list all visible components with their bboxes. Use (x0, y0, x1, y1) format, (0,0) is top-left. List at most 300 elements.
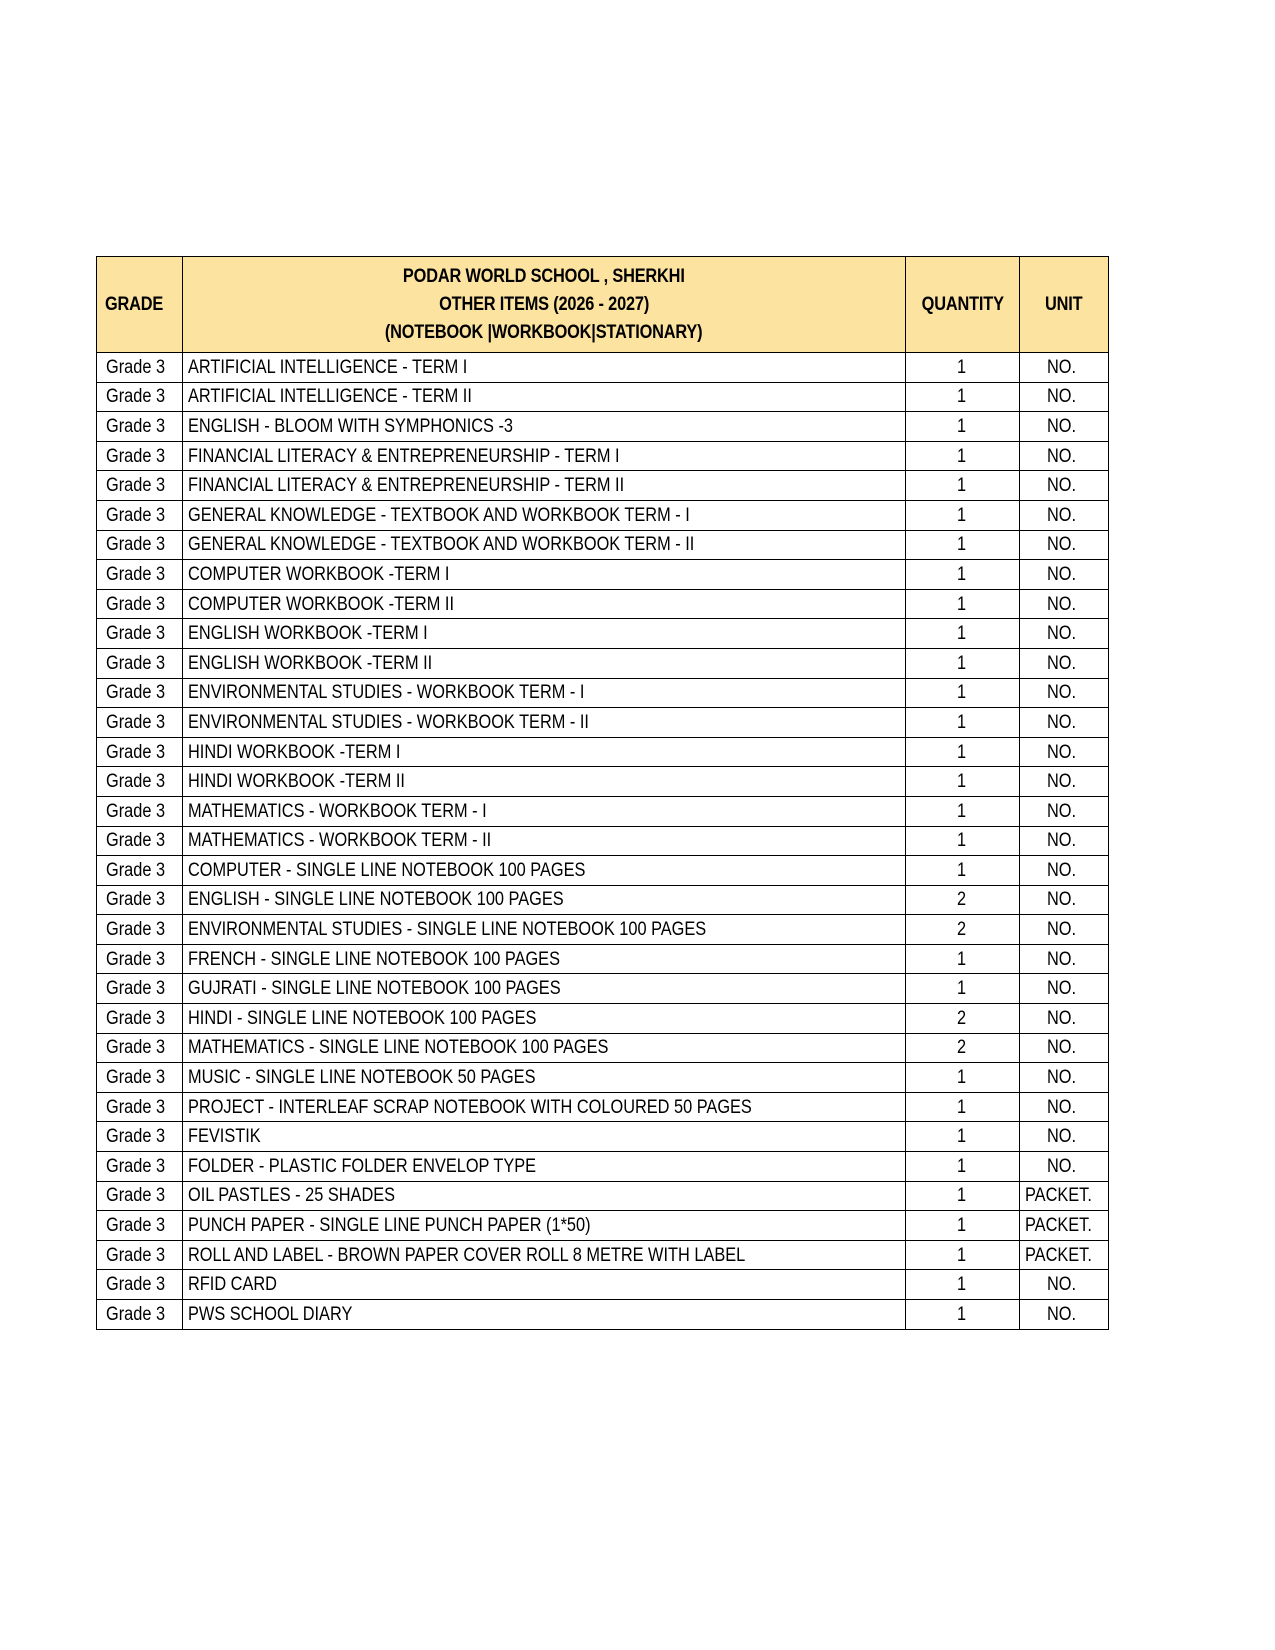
row-grade-cell (97, 500, 183, 530)
row-item-cell (183, 885, 906, 915)
row-quantity: 1 (957, 1185, 967, 1207)
row-quantity-cell (905, 589, 1019, 619)
row-unit: NO. (1047, 978, 1077, 1000)
row-quantity: 1 (957, 1067, 967, 1089)
row-unit-cell (1019, 1211, 1108, 1241)
row-grade: Grade 3 (106, 711, 166, 733)
row-grade-cell (97, 1211, 183, 1241)
row-quantity-cell (905, 1270, 1019, 1300)
row-grade-cell (97, 1063, 183, 1093)
row-unit-cell (1019, 974, 1108, 1004)
row-unit-cell (1019, 589, 1108, 619)
row-quantity: 2 (957, 889, 967, 911)
row-grade: Grade 3 (106, 1155, 166, 1177)
row-unit-cell (1019, 1033, 1108, 1063)
row-unit-cell (1019, 1063, 1108, 1093)
row-item-cell (183, 1033, 906, 1063)
row-quantity: 1 (957, 415, 967, 437)
table-row (97, 1033, 1109, 1063)
row-item-cell (183, 648, 906, 678)
row-grade: Grade 3 (106, 1244, 166, 1266)
row-item-cell (183, 530, 906, 560)
school-supply-table (96, 256, 1109, 1330)
row-unit: NO. (1047, 1096, 1077, 1118)
table-row (97, 737, 1109, 767)
row-grade-cell (97, 1300, 183, 1330)
row-grade: Grade 3 (106, 1037, 166, 1059)
row-item-cell (183, 1211, 906, 1241)
row-item-cell (183, 471, 906, 501)
row-quantity: 1 (957, 593, 967, 615)
row-grade: Grade 3 (106, 504, 166, 526)
row-grade: Grade 3 (106, 386, 166, 408)
row-unit-cell (1019, 441, 1108, 471)
row-quantity: 1 (957, 1155, 967, 1177)
table-row (97, 530, 1109, 560)
row-quantity-cell (905, 1211, 1019, 1241)
row-quantity: 1 (957, 948, 967, 970)
table-row (97, 382, 1109, 412)
row-item-cell (183, 441, 906, 471)
row-grade-cell (97, 619, 183, 649)
row-item: MATHEMATICS - WORKBOOK TERM - II (188, 830, 492, 852)
row-unit: NO. (1047, 534, 1077, 556)
row-grade-cell (97, 974, 183, 1004)
row-grade: Grade 3 (106, 445, 166, 467)
row-grade-cell (97, 1092, 183, 1122)
row-item: ARTIFICIAL INTELLIGENCE - TERM I (188, 356, 468, 378)
row-unit-cell (1019, 412, 1108, 442)
column-header-title (183, 257, 906, 353)
table-row (97, 974, 1109, 1004)
row-quantity-cell (905, 767, 1019, 797)
row-item: FRENCH - SINGLE LINE NOTEBOOK 100 PAGES (188, 948, 561, 970)
row-unit: NO. (1047, 800, 1077, 822)
row-quantity-cell (905, 708, 1019, 738)
row-unit-cell (1019, 382, 1108, 412)
table-row (97, 826, 1109, 856)
row-grade-cell (97, 530, 183, 560)
other-items-year-line: OTHER ITEMS (2026 - 2027) (438, 294, 649, 315)
row-grade: Grade 3 (106, 682, 166, 704)
row-quantity-cell (905, 1300, 1019, 1330)
row-unit-cell (1019, 1122, 1108, 1152)
row-item: COMPUTER - SINGLE LINE NOTEBOOK 100 PAGES (188, 859, 586, 881)
row-quantity: 1 (957, 830, 967, 852)
row-grade-cell (97, 1181, 183, 1211)
table-row (97, 708, 1109, 738)
table-row (97, 1270, 1109, 1300)
row-unit-cell (1019, 1270, 1108, 1300)
row-quantity: 2 (957, 1007, 967, 1029)
row-item: RFID CARD (188, 1274, 278, 1296)
row-unit: NO. (1047, 445, 1077, 467)
table-row (97, 1181, 1109, 1211)
row-grade: Grade 3 (106, 356, 166, 378)
row-quantity-cell (905, 826, 1019, 856)
row-item: COMPUTER WORKBOOK -TERM II (188, 593, 455, 615)
row-grade-cell (97, 353, 183, 383)
row-grade: Grade 3 (106, 859, 166, 881)
row-item: ENGLISH WORKBOOK -TERM II (188, 652, 433, 674)
table-row (97, 560, 1109, 590)
row-item: ENGLISH - SINGLE LINE NOTEBOOK 100 PAGES (188, 889, 564, 911)
table-row (97, 767, 1109, 797)
row-item: ARTIFICIAL INTELLIGENCE - TERM II (188, 386, 472, 408)
row-unit: NO. (1047, 563, 1077, 585)
row-quantity: 1 (957, 652, 967, 674)
row-quantity: 1 (957, 504, 967, 526)
row-quantity: 1 (957, 1215, 967, 1237)
row-unit: NO. (1047, 859, 1077, 881)
row-grade-cell (97, 412, 183, 442)
table-row (97, 678, 1109, 708)
row-item: PUNCH PAPER - SINGLE LINE PUNCH PAPER (1*50) (188, 1215, 591, 1237)
row-unit: NO. (1047, 771, 1077, 793)
row-quantity: 1 (957, 1126, 967, 1148)
row-quantity: 1 (957, 682, 967, 704)
row-grade: Grade 3 (106, 830, 166, 852)
row-unit-cell (1019, 915, 1108, 945)
row-grade: Grade 3 (106, 1067, 166, 1089)
row-item: GENERAL KNOWLEDGE - TEXTBOOK AND WORKBOOK TERM - II (188, 534, 695, 556)
row-item: FINANCIAL LITERACY & ENTREPRENEURSHIP - TERM I (188, 445, 620, 467)
row-item: HINDI WORKBOOK -TERM I (188, 741, 401, 763)
row-item: HINDI WORKBOOK -TERM II (188, 771, 406, 793)
row-item-cell (183, 353, 906, 383)
table-row (97, 915, 1109, 945)
row-grade-cell (97, 737, 183, 767)
row-grade: Grade 3 (106, 1185, 166, 1207)
row-quantity-cell (905, 737, 1019, 767)
row-quantity-cell (905, 382, 1019, 412)
row-item-cell (183, 856, 906, 886)
row-quantity-cell (905, 1152, 1019, 1182)
row-item: ENGLISH - BLOOM WITH SYMPHONICS -3 (188, 415, 514, 437)
row-unit: NO. (1047, 386, 1077, 408)
school-name-line: PODAR WORLD SCHOOL , SHERKHI (403, 266, 685, 287)
row-unit: NO. (1047, 1126, 1077, 1148)
row-grade-cell (97, 382, 183, 412)
column-header-unit (1019, 257, 1108, 353)
row-quantity-cell (905, 1240, 1019, 1270)
row-unit-cell (1019, 648, 1108, 678)
row-unit: NO. (1047, 475, 1077, 497)
column-header-unit-label: UNIT (1045, 294, 1083, 315)
row-grade: Grade 3 (106, 978, 166, 1000)
table-row (97, 944, 1109, 974)
row-grade: Grade 3 (106, 1007, 166, 1029)
row-grade: Grade 3 (106, 1215, 166, 1237)
row-item-cell (183, 944, 906, 974)
row-unit: NO. (1047, 1037, 1077, 1059)
row-item-cell (183, 1240, 906, 1270)
header-row (97, 257, 1109, 353)
row-unit: NO. (1047, 1303, 1077, 1325)
row-item: GENERAL KNOWLEDGE - TEXTBOOK AND WORKBOOK TERM - I (188, 504, 690, 526)
row-unit: NO. (1047, 623, 1077, 645)
table-row (97, 353, 1109, 383)
row-grade-cell (97, 1270, 183, 1300)
row-unit-cell (1019, 471, 1108, 501)
row-quantity-cell (905, 1122, 1019, 1152)
row-grade-cell (97, 589, 183, 619)
row-quantity: 1 (957, 859, 967, 881)
row-grade: Grade 3 (106, 1096, 166, 1118)
row-item-cell (183, 1063, 906, 1093)
row-quantity-cell (905, 944, 1019, 974)
row-quantity: 1 (957, 741, 967, 763)
row-unit-cell (1019, 796, 1108, 826)
row-grade-cell (97, 471, 183, 501)
supply-list-sheet (96, 256, 1109, 1330)
row-item-cell (183, 767, 906, 797)
row-unit: NO. (1047, 1155, 1077, 1177)
row-item-cell (183, 974, 906, 1004)
row-item-cell (183, 382, 906, 412)
row-item: ENGLISH WORKBOOK -TERM I (188, 623, 428, 645)
row-quantity: 1 (957, 771, 967, 793)
row-grade-cell (97, 944, 183, 974)
row-grade: Grade 3 (106, 593, 166, 615)
row-unit-cell (1019, 1004, 1108, 1034)
row-quantity-cell (905, 885, 1019, 915)
row-grade-cell (97, 708, 183, 738)
row-item-cell (183, 708, 906, 738)
row-unit: NO. (1047, 504, 1077, 526)
table-row (97, 1004, 1109, 1034)
row-quantity-cell (905, 619, 1019, 649)
row-grade-cell (97, 1240, 183, 1270)
row-item: PWS SCHOOL DIARY (188, 1303, 353, 1325)
row-grade: Grade 3 (106, 475, 166, 497)
table-row (97, 1240, 1109, 1270)
row-item: MATHEMATICS - SINGLE LINE NOTEBOOK 100 PAGES (188, 1037, 609, 1059)
table-row (97, 412, 1109, 442)
table-row (97, 885, 1109, 915)
row-item-cell (183, 678, 906, 708)
row-grade: Grade 3 (106, 771, 166, 793)
row-quantity-cell (905, 412, 1019, 442)
row-quantity-cell (905, 441, 1019, 471)
table-header (97, 257, 1109, 353)
row-quantity-cell (905, 796, 1019, 826)
row-item-cell (183, 1270, 906, 1300)
row-grade: Grade 3 (106, 948, 166, 970)
row-grade: Grade 3 (106, 563, 166, 585)
row-item-cell (183, 1152, 906, 1182)
table-row (97, 1211, 1109, 1241)
row-grade: Grade 3 (106, 534, 166, 556)
row-grade-cell (97, 648, 183, 678)
row-quantity: 1 (957, 1303, 967, 1325)
row-item: ENVIRONMENTAL STUDIES - WORKBOOK TERM - II (188, 711, 590, 733)
row-quantity-cell (905, 1033, 1019, 1063)
row-quantity-cell (905, 974, 1019, 1004)
row-grade: Grade 3 (106, 889, 166, 911)
row-quantity: 1 (957, 623, 967, 645)
row-unit: NO. (1047, 830, 1077, 852)
row-unit: NO. (1047, 948, 1077, 970)
table-row (97, 1300, 1109, 1330)
row-quantity-cell (905, 353, 1019, 383)
row-unit-cell (1019, 619, 1108, 649)
row-item: COMPUTER WORKBOOK -TERM I (188, 563, 450, 585)
row-item-cell (183, 796, 906, 826)
row-unit-cell (1019, 1300, 1108, 1330)
column-header-grade (97, 257, 183, 353)
row-grade-cell (97, 441, 183, 471)
row-item-cell (183, 619, 906, 649)
row-item-cell (183, 560, 906, 590)
table-row (97, 441, 1109, 471)
column-header-quantity-label: QUANTITY (921, 294, 1004, 315)
row-unit-cell (1019, 678, 1108, 708)
row-grade-cell (97, 1122, 183, 1152)
row-grade: Grade 3 (106, 919, 166, 941)
row-quantity-cell (905, 1181, 1019, 1211)
row-item: ROLL AND LABEL - BROWN PAPER COVER ROLL 8 METRE WITH LABEL (188, 1244, 746, 1266)
row-unit-cell (1019, 885, 1108, 915)
row-grade-cell (97, 767, 183, 797)
row-quantity-cell (905, 530, 1019, 560)
row-item: GUJRATI - SINGLE LINE NOTEBOOK 100 PAGES (188, 978, 561, 1000)
table-row (97, 619, 1109, 649)
row-grade-cell (97, 1004, 183, 1034)
category-line: (NOTEBOOK |WORKBOOK|STATIONARY) (385, 322, 703, 343)
row-quantity: 1 (957, 711, 967, 733)
table-row (97, 1063, 1109, 1093)
row-grade: Grade 3 (106, 652, 166, 674)
table-body (97, 353, 1109, 1330)
row-unit: PACKET. (1025, 1215, 1092, 1237)
row-unit: NO. (1047, 741, 1077, 763)
row-unit-cell (1019, 1092, 1108, 1122)
table-row (97, 796, 1109, 826)
row-item: HINDI - SINGLE LINE NOTEBOOK 100 PAGES (188, 1007, 537, 1029)
row-quantity: 2 (957, 1037, 967, 1059)
row-unit-cell (1019, 1240, 1108, 1270)
row-quantity-cell (905, 471, 1019, 501)
row-item-cell (183, 1300, 906, 1330)
row-item: MUSIC - SINGLE LINE NOTEBOOK 50 PAGES (188, 1067, 536, 1089)
row-quantity: 1 (957, 534, 967, 556)
table-row (97, 589, 1109, 619)
row-unit-cell (1019, 856, 1108, 886)
row-grade-cell (97, 796, 183, 826)
row-item-cell (183, 500, 906, 530)
row-grade-cell (97, 560, 183, 590)
row-item: MATHEMATICS - WORKBOOK TERM - I (188, 800, 487, 822)
row-unit: NO. (1047, 415, 1077, 437)
row-quantity: 1 (957, 1244, 967, 1266)
row-unit-cell (1019, 353, 1108, 383)
row-quantity-cell (905, 1004, 1019, 1034)
row-quantity: 1 (957, 563, 967, 585)
row-grade-cell (97, 885, 183, 915)
row-item: FINANCIAL LITERACY & ENTREPRENEURSHIP - TERM II (188, 475, 625, 497)
row-unit-cell (1019, 944, 1108, 974)
row-item: PROJECT - INTERLEAF SCRAP NOTEBOOK WITH COLOURED 50 PAGES (188, 1096, 752, 1118)
table-row (97, 471, 1109, 501)
row-item-cell (183, 826, 906, 856)
row-quantity: 1 (957, 800, 967, 822)
row-item-cell (183, 412, 906, 442)
row-item-cell (183, 1122, 906, 1152)
row-unit-cell (1019, 1181, 1108, 1211)
row-unit-cell (1019, 560, 1108, 590)
row-quantity: 1 (957, 386, 967, 408)
row-grade-cell (97, 856, 183, 886)
row-unit: NO. (1047, 919, 1077, 941)
row-quantity: 1 (957, 1096, 967, 1118)
row-unit: NO. (1047, 356, 1077, 378)
row-unit-cell (1019, 708, 1108, 738)
row-quantity-cell (905, 500, 1019, 530)
row-unit: NO. (1047, 652, 1077, 674)
row-quantity: 1 (957, 978, 967, 1000)
row-grade-cell (97, 1152, 183, 1182)
row-item-cell (183, 1092, 906, 1122)
table-row (97, 648, 1109, 678)
row-grade: Grade 3 (106, 800, 166, 822)
row-grade: Grade 3 (106, 1126, 166, 1148)
row-unit-cell (1019, 767, 1108, 797)
row-unit: NO. (1047, 593, 1077, 615)
row-unit-cell (1019, 530, 1108, 560)
row-quantity: 2 (957, 919, 967, 941)
row-unit: NO. (1047, 711, 1077, 733)
row-quantity: 1 (957, 475, 967, 497)
row-grade-cell (97, 826, 183, 856)
row-quantity-cell (905, 678, 1019, 708)
row-unit-cell (1019, 737, 1108, 767)
row-item-cell (183, 915, 906, 945)
row-grade: Grade 3 (106, 623, 166, 645)
row-grade-cell (97, 915, 183, 945)
table-row (97, 500, 1109, 530)
row-unit: PACKET. (1025, 1185, 1092, 1207)
row-quantity-cell (905, 1092, 1019, 1122)
row-item-cell (183, 589, 906, 619)
row-unit-cell (1019, 1152, 1108, 1182)
row-grade-cell (97, 1033, 183, 1063)
row-item-cell (183, 1181, 906, 1211)
row-item: FOLDER - PLASTIC FOLDER ENVELOP TYPE (188, 1155, 537, 1177)
row-quantity-cell (905, 648, 1019, 678)
row-unit: NO. (1047, 1007, 1077, 1029)
table-row (97, 1122, 1109, 1152)
row-item: FEVISTIK (188, 1126, 261, 1148)
row-grade: Grade 3 (106, 1274, 166, 1296)
table-row (97, 856, 1109, 886)
row-quantity: 1 (957, 356, 967, 378)
row-unit: NO. (1047, 1067, 1077, 1089)
row-quantity-cell (905, 1063, 1019, 1093)
table-row (97, 1092, 1109, 1122)
row-unit: PACKET. (1025, 1244, 1092, 1266)
row-unit: NO. (1047, 682, 1077, 704)
row-quantity: 1 (957, 1274, 967, 1296)
column-header-quantity (905, 257, 1019, 353)
row-item: ENVIRONMENTAL STUDIES - SINGLE LINE NOTEBOOK 100 PAGES (188, 919, 707, 941)
row-grade-cell (97, 678, 183, 708)
row-quantity-cell (905, 856, 1019, 886)
column-header-grade-label: GRADE (105, 294, 164, 315)
row-quantity-cell (905, 915, 1019, 945)
row-quantity-cell (905, 560, 1019, 590)
row-unit: NO. (1047, 889, 1077, 911)
